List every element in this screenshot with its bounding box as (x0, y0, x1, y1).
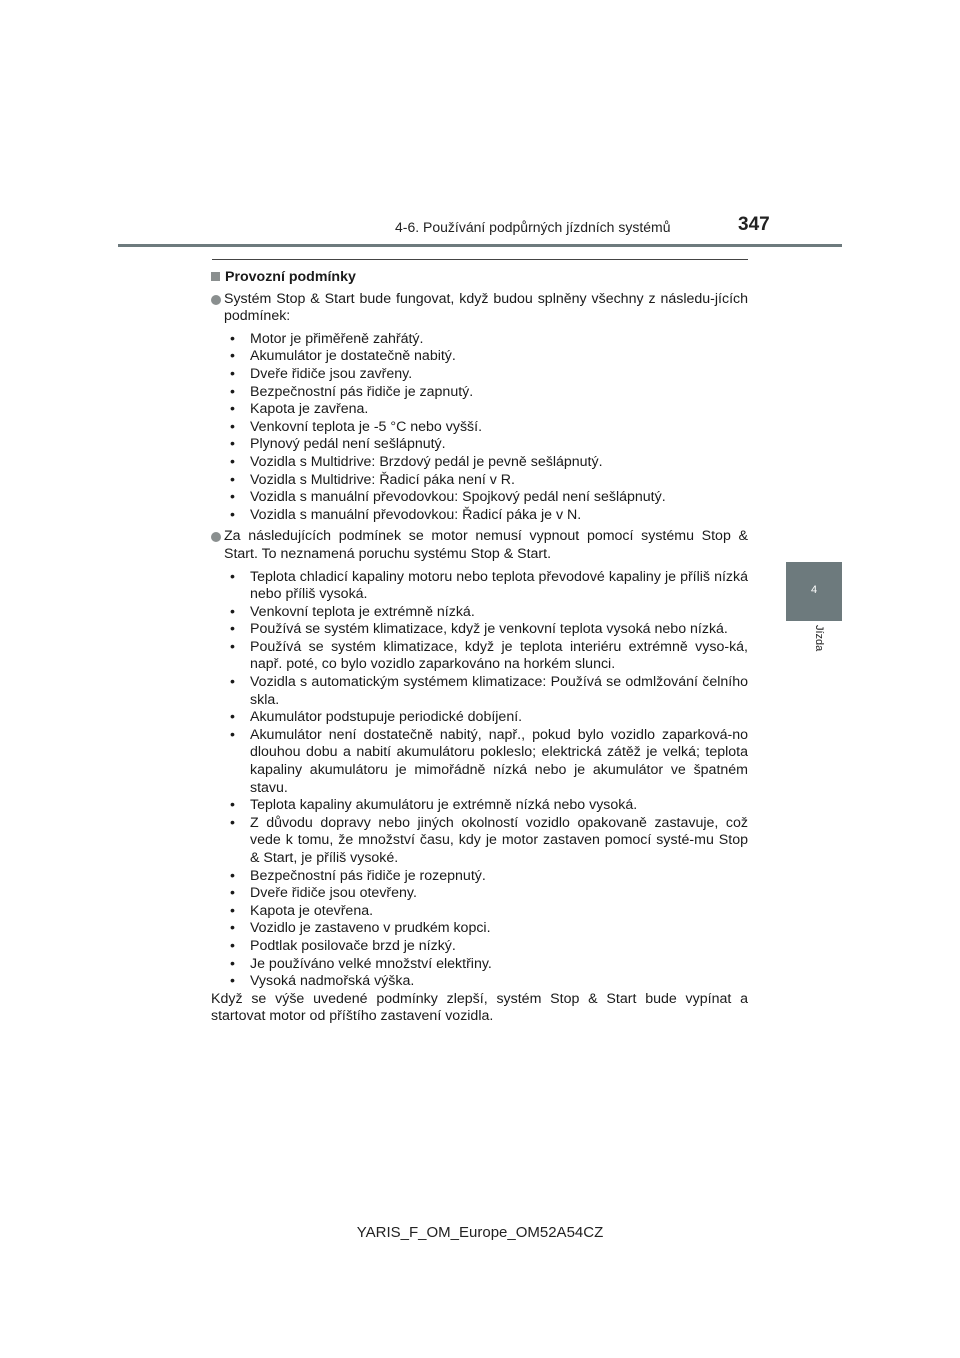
list-item: • Používá se systém klimatizace, když je teplota interiéru extrémně vyso-ká, např. poté, co bylo vozidlo zaparkováno na horkém slunci. (224, 639, 748, 674)
list-item: • Používá se systém klimatizace, když je venkovní teplota vysoká nebo nízká. (224, 621, 748, 639)
list-item: • Dveře řidiče jsou zavřeny. (224, 366, 748, 384)
exception-paragraph (211, 528, 748, 563)
list-item: • Vozidla s manuální převodovkou: Spojkový pedál není sešlápnutý. (224, 489, 748, 507)
exception-paragraph-text: Za následujících podmínek se motor nemusí vypnout pomocí systému Stop & Start. To neznamená poruchu systému Stop & Start. (224, 528, 748, 562)
circle-bullet-icon (211, 532, 221, 542)
list-item: • Akumulátor není dostatečně nabitý, např., pokud bylo vozidlo zaparková-no dlouhou dobu a nabití akumulátoru pokleslo; elektrická zátěž je velká; teplota kapaliny akumulátoru je mimořádně nízká nebo je akumulátor ve špatném stavu. (224, 727, 748, 797)
section-heading-text: Provozní podmínky (225, 269, 356, 285)
chapter-tab-label: Jízda (813, 625, 825, 652)
header-section-title: 4-6. Používání podpůrných jízdních systémů (395, 219, 671, 235)
condition-paragraph-text: Systém Stop & Start bude fungovat, když budou splněny všechny z následu-jících podmínek: (224, 290, 748, 325)
list-item: • Bezpečnostní pás řidiče je zapnutý. (224, 384, 748, 402)
list-item: • Je používáno velké množství elektřiny. (224, 956, 748, 974)
list-item: • Akumulátor je dostatečně nabitý. (224, 348, 748, 366)
list-item: • Kapota je otevřena. (224, 903, 748, 921)
list-item: • Teplota chladicí kapaliny motoru nebo teplota převodové kapaliny je příliš nízká nebo příliš vysoká. (224, 569, 748, 604)
header-rule (118, 244, 842, 247)
main-content (211, 269, 748, 1026)
list-item: • Venkovní teplota je -5 °C nebo vyšší. (224, 419, 748, 437)
list-item: • Podtlak posilovače brzd je nízký. (224, 938, 748, 956)
list-item: • Vozidlo je zastaveno v prudkém kopci. (224, 920, 748, 938)
list-item: • Plynový pedál není sešlápnutý. (224, 436, 748, 454)
list-item: • Vysoká nadmořská výška. (224, 973, 748, 991)
list-item: • Akumulátor podstupuje periodické dobíjení. (224, 709, 748, 727)
list-item: • Dveře řidiče jsou otevřeny. (224, 885, 748, 903)
page-number: 347 (738, 214, 770, 235)
list-item: • Motor je přiměřeně zahřátý. (224, 331, 748, 349)
chapter-tab[interactable] (786, 562, 842, 621)
closing-paragraph: Když se výše uvedené podmínky zlepší, systém Stop & Start bude vypínat a startovat motor od příštího zastavení vozidla. (211, 990, 748, 1025)
document-code: YARIS_F_OM_Europe_OM52A54CZ (356, 1224, 604, 1241)
list-item: • Vozidla s Multidrive: Řadicí páka není v R. (224, 472, 748, 490)
circle-bullet-icon (211, 295, 221, 305)
list-item: • Vozidla s Multidrive: Brzdový pedál je pevně sešlápnutý. (224, 454, 748, 472)
list-item: • Vozidla s automatickým systémem klimatizace: Používá se odmlžování čelního skla. (224, 674, 748, 709)
list-item: • Z důvodu dopravy nebo jiných okolností vozidlo opakovaně zastavuje, což vede k tomu, že množství času, kdy je motor zastaven pomocí systé-mu Stop & Start, je příliš vysoké. (224, 815, 748, 868)
operating-conditions-list (211, 331, 748, 525)
list-item: • Vozidla s manuální převodovkou: Řadicí páka je v N. (224, 507, 748, 525)
chapter-tab-number: 4 (810, 584, 818, 596)
condition-paragraph (211, 291, 748, 326)
square-bullet-icon (211, 272, 220, 281)
list-item: • Kapota je zavřena. (224, 401, 748, 419)
exception-conditions-list (211, 569, 748, 991)
list-item: • Bezpečnostní pás řidiče je rozepnutý. (224, 868, 748, 886)
list-item: • Teplota kapaliny akumulátoru je extrémně nízká nebo vysoká. (224, 797, 748, 815)
list-item: • Venkovní teplota je extrémně nízká. (224, 604, 748, 622)
content-rule (212, 259, 748, 260)
section-heading (211, 269, 748, 287)
